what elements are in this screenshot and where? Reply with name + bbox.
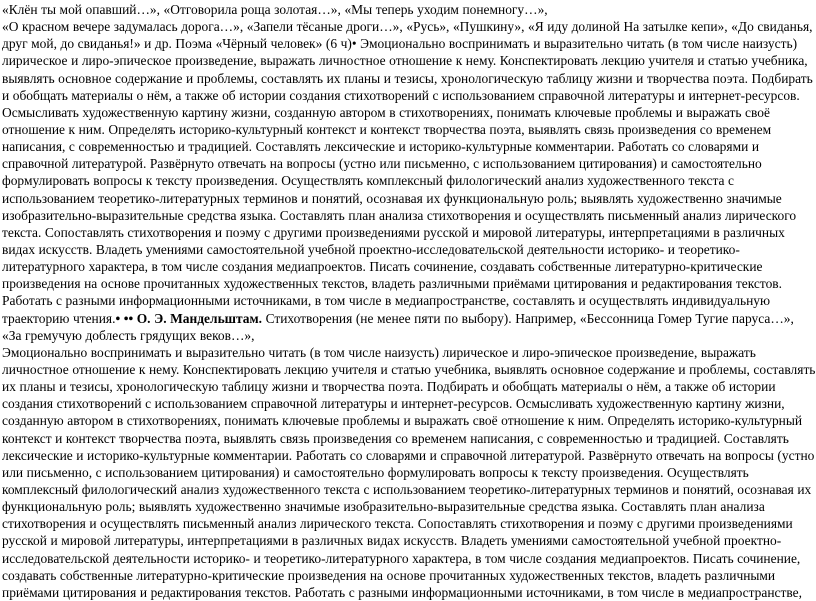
text-run: создания стихотворений с использованием справочной литературы и интернет-ресурсов. Осмысливать художественную картину жизни, — [2, 396, 785, 412]
text-run: контекст и контекст творчества поэта, выявлять связь произведения со временем написания, с современностью и традицией. Составлять — [2, 430, 789, 446]
text-line — [2, 515, 814, 532]
text-run: «За гремучую доблесть грядущих веков…», — [2, 327, 255, 343]
text-run: или письменно, с использованием цитирования) и самостоятельно формулировать вопросы к тексту произведения. Осуществлять — [2, 464, 749, 480]
text-line — [2, 207, 814, 224]
text-run: создавать собственные литературно-критические произведения на основе прочитанных художественных текстов, владеть различными — [2, 567, 776, 583]
text-line — [2, 121, 814, 138]
text-run: формулировать вопросы к тексту произведения. Осуществлять комплексный филологический анализ художественного текста с — [2, 173, 734, 189]
text-run: написания, с современностью и традицией. Составлять лексические и историко-культурные комментарии. Работать со словарями и — [2, 139, 760, 155]
text-line — [2, 52, 814, 69]
text-run: Стихотворения (не менее пяти по выбору). Например, «Бессонница Гомер Тугие паруса…», — [262, 310, 794, 326]
text-run: справочной литературой. Развёрнуто отвечать на вопросы (устно или письменно, с использованием цитирования) и самостоятельно — [2, 156, 762, 172]
text-line — [2, 292, 814, 309]
author-heading: • •• О. Э. Мандельштам. — [115, 310, 263, 326]
text-line — [2, 190, 814, 207]
text-run: Работать с разными информационными источниками, в том числе в медиапространстве, составлять и осуществлять индивидуальную — [2, 293, 771, 309]
text-line — [2, 327, 814, 344]
text-run: отношение к ним. Определять историко-культурный контекст и контекст творчества поэта, выявлять связь произведения со временем — [2, 121, 772, 137]
text-run: стихотворения и осуществлять письменный анализ лирического текста. Сопоставлять стихотворения и поэму с другими произведениями — [2, 516, 793, 532]
text-line — [2, 138, 814, 155]
text-run: комплексный филологический анализ художественного текста с использованием теоретико-литературных терминов и понятий, осознавая их — [2, 481, 812, 497]
text-run: «Клён ты мой опавший…», «Отговорила роща золотая…», «Мы теперь уходим понемногу…», — [2, 2, 548, 17]
text-line — [2, 172, 814, 189]
text-line — [2, 1, 814, 18]
text-run: приёмами цитирования и редактирования текстов. Работать с разными информационными источниками, в том числе в медиапространстве, — [2, 584, 802, 600]
text-line — [2, 155, 814, 172]
text-run: Осмысливать художественную картину жизни, созданную автором в стихотворениях, понимать ключевые проблемы и выражать своё — [2, 104, 770, 120]
text-line — [2, 258, 814, 275]
text-run: и обобщать материалы о нём, а также об истории создания стихотворений с использованием справочной литературы и интернет-ресурсов. — [2, 87, 800, 103]
text-run: исследовательской деятельности историко- и теоретико-литературного характера, в том числе создания медиапроектов. Писать сочинение, — [2, 550, 801, 566]
text-line — [2, 532, 814, 549]
text-run: литературного характера, в том числе создания медиапроектов. Писать сочинение, создавать собственные литературно-критические — [2, 259, 763, 275]
text-run: функциональную роль; выявлять художественно значимые изобразительно-выразительные средства языка. Составлять план анализа — [2, 499, 765, 515]
text-run: текста. Сопоставлять стихотворения и поэму с другими произведениями русской и мировой литературы, интерпретациями в различных — [2, 224, 785, 240]
text-line — [2, 498, 814, 515]
text-line — [2, 241, 814, 258]
text-run: произведения на основе прочитанных художественных текстов, владеть различными приёмами цитирования и редактирования текстов. — [2, 276, 783, 292]
text-line — [2, 395, 814, 412]
text-run: траекторию чтения. — [2, 310, 116, 326]
text-run: видах искусств. Владеть умениями самостоятельной учебной проектно-исследовательской деятельности историко- и теоретико- — [2, 241, 740, 257]
text-line — [2, 550, 814, 567]
text-run: личностное отношение к нему. Конспектировать лекцию учителя и статью учебника, выявлять основное содержание и проблемы, составлять — [2, 361, 816, 377]
text-line — [2, 87, 814, 104]
text-line — [2, 447, 814, 464]
text-line — [2, 361, 814, 378]
text-line — [2, 35, 814, 52]
text-run: лексические и историко-культурные комментарии. Работать со словарями и справочной литературой. Развёрнуто отвечать на вопросы (устно — [2, 447, 815, 463]
text-run: Эмоционально воспринимать и выразительно читать (в том числе наизусть) лирическое и лиро-эпическое произведение, выражать — [2, 344, 756, 360]
text-run: «О красном вечере задумалась дорога…», «Запели тёсаные дроги…», «Русь», «Пушкину», «Я иду долиной На затылке кепи», «До свиданья, — [2, 19, 813, 35]
text-line — [2, 310, 814, 327]
text-run: изобразительно-выразительные средства языка. Составлять план анализа стихотворения и осуществлять письменный анализ лирического — [2, 207, 797, 223]
text-run: созданную автором в стихотворениях, понимать ключевые проблемы и выражать своё отношение к ним. Определять историко-культурный — [2, 413, 803, 429]
text-line — [2, 378, 814, 395]
text-line — [2, 275, 814, 292]
text-line — [2, 412, 814, 429]
text-line — [2, 344, 814, 361]
text-line — [2, 584, 814, 601]
text-run: друг мой, до свиданья!» и др. Поэма «Чёрный человек» (6 ч)• Эмоционально воспринимать и выразительно читать (в том числе наизусть) — [2, 36, 798, 52]
text-run: русской и мировой литературы, интерпретациями в различных видах искусств. Владеть умениями самостоятельной учебной проектно- — [2, 533, 782, 549]
text-run: лирическое и лиро-эпическое произведение, выражать личностное отношение к нему. Конспектировать лекцию учителя и статью учебника, — [2, 53, 808, 69]
text-line — [2, 464, 814, 481]
text-run: использованием теоретико-литературных терминов и понятий, осознавая их функциональную роль; выявлять художественно значимые — [2, 190, 782, 206]
text-run: их планы и тезисы, хронологическую таблицу жизни и творчества поэта. Подбирать и обобщать материалы о нём, а также об истории — [2, 379, 776, 395]
text-line — [2, 481, 814, 498]
text-line — [2, 18, 814, 35]
text-line — [2, 104, 814, 121]
text-line — [2, 430, 814, 447]
text-line — [2, 70, 814, 87]
text-line — [2, 567, 814, 584]
text-line — [2, 224, 814, 241]
text-run: выявлять основное содержание и проблемы, составлять их планы и тезисы, хронологическую таблицу жизни и творчества поэта. Подбирать — [2, 70, 813, 86]
